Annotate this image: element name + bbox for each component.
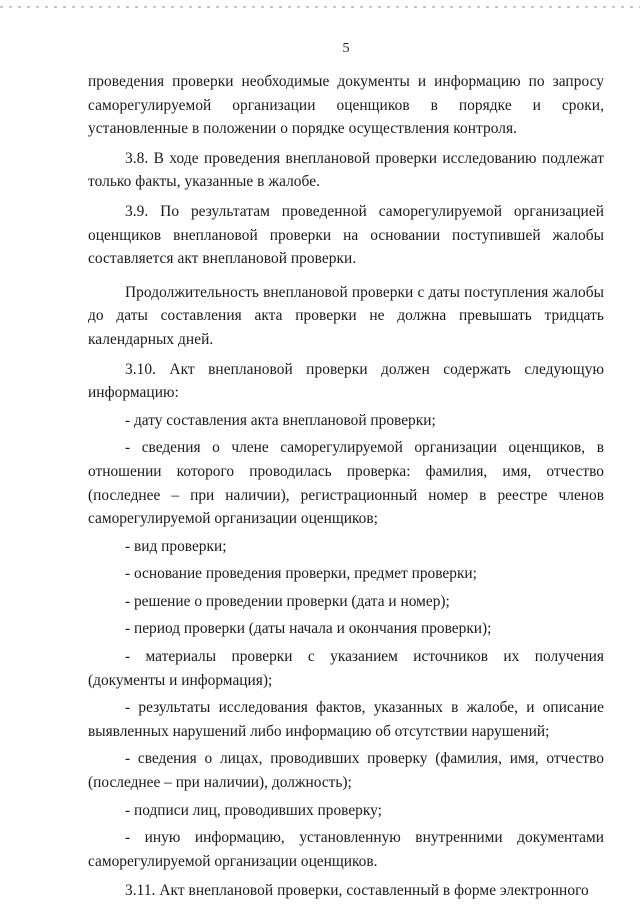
list-item: - сведения о лицах, проводивших проверку (фамилия, имя, отчество (последнее – при наличии), должность);	[88, 750, 604, 792]
page-number: 5	[342, 41, 350, 56]
paragraph-continuation: проведения проверки необходимые документы и информацию по запросу саморегулируемой организации оценщиков в порядке и сроки, установленные в положении о порядке осуществления контроля.	[88, 73, 604, 138]
list-item: - подписи лиц, проводивших проверку;	[125, 801, 382, 819]
paragraph-3-11: 3.11. Акт внеплановой проверки, составленный в форме электронного	[125, 882, 589, 900]
list-item: - решение о проведении проверки (дата и номер);	[125, 592, 450, 610]
list-item: - материалы проверки с указанием источников их получения (документы и информация);	[88, 648, 604, 689]
list-item: - сведения о члене саморегулируемой организации оценщиков, в отношении которого проводилась проверка: фамилия, имя, отчество (последнее – при наличии), регистрационный номер в реестре членов саморегулируемой организации оценщиков;	[88, 439, 604, 528]
requirements-list	[88, 409, 604, 874]
paragraph-duration: Продолжительность внеплановой проверки с даты поступления жалобы до даты составления акта проверки не должна превышать тридцать календарных дней.	[88, 283, 604, 348]
list-item: - дату составления акта внеплановой проверки;	[125, 411, 436, 429]
scan-edge-artifact	[0, 6, 640, 8]
list-item: - основание проведения проверки, предмет проверки;	[125, 565, 477, 583]
paragraph-3-10: 3.10. Акт внеплановой проверки должен содержать следующую информацию:	[88, 360, 604, 402]
list-item: - период проверки (даты начала и окончания проверки);	[125, 620, 492, 638]
paragraph-3-9: 3.9. По результатам проведенной саморегулируемой организацией оценщиков внеплановой проверки на основании поступившей жалобы составляется акт внеплановой проверки.	[88, 202, 604, 268]
list-item: - результаты исследования фактов, указанных в жалобе, и описание выявленных нарушений либо информацию об отсутствии нарушений;	[88, 699, 604, 740]
list-item: - иную информацию, установленную внутренними документами саморегулируемой организации оценщиков.	[88, 829, 604, 870]
paragraph-3-8: 3.8. В ходе проведения внеплановой проверки исследованию подлежат только факты, указанные в жалобе.	[88, 149, 604, 191]
list-item: - вид проверки;	[125, 537, 227, 555]
document-page	[88, 40, 604, 903]
